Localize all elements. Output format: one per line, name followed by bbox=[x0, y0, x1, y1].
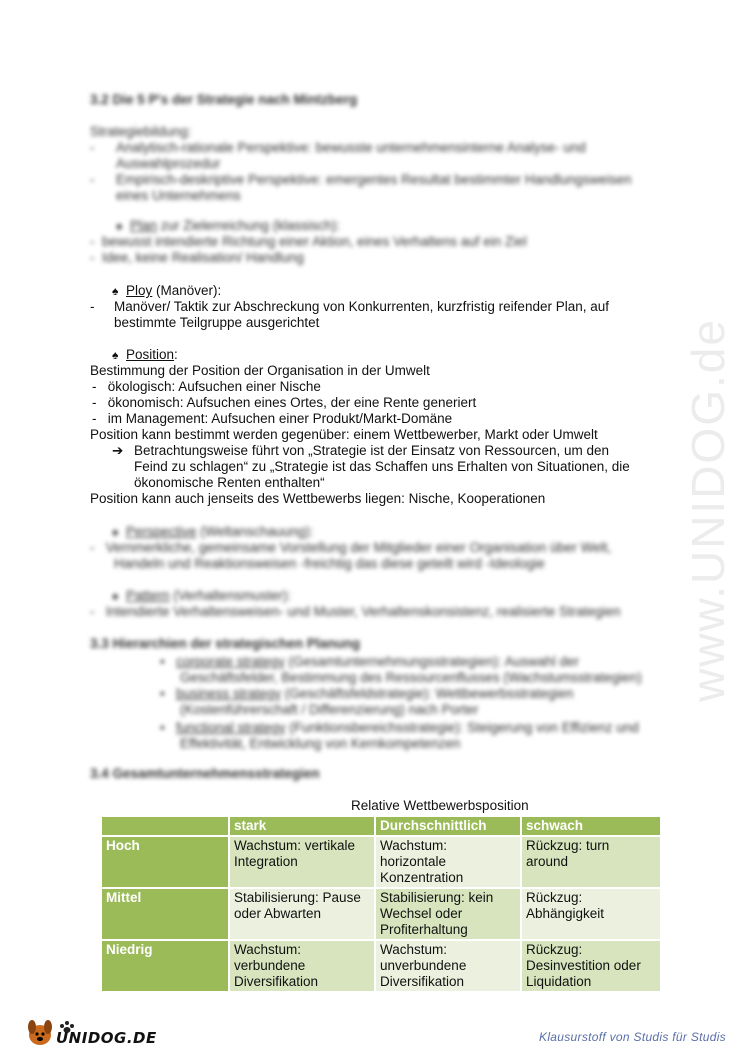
arrow-icon: ➔ bbox=[112, 443, 124, 458]
spade-icon: ♠ bbox=[112, 284, 119, 298]
matrix-header-row bbox=[102, 817, 660, 835]
hierarchy-item-line2: (Kostenführerschaft / Differenzierung) nach Porter bbox=[180, 702, 479, 717]
bullet-line: Analytisch-rationale Perspektive: bewusste unternehmensinterne Analyse- und bbox=[116, 140, 586, 155]
matrix-corner bbox=[102, 817, 228, 835]
strategy-matrix bbox=[100, 815, 662, 993]
matrix-cell: Wachstum: verbundene Diversifikation bbox=[230, 941, 374, 991]
matrix-col-header: stark bbox=[230, 817, 374, 835]
section-34-heading: 3.4 Gesamtunternehmensstrategien bbox=[90, 766, 320, 781]
position-intro: Bestimmung der Position der Organisation in der Umwelt bbox=[90, 363, 430, 378]
hierarchy-item: • functional strategy (Funktionsbereichsstrategie): Steigerung von Effizienz und bbox=[160, 720, 639, 735]
bullet-line: eines Unternehmens bbox=[116, 188, 241, 203]
position-item: - ökonomisch: Aufsuchen eines Ortes, der eine Rente generiert bbox=[92, 395, 477, 410]
section-33-heading: 3.3 Hierarchien der strategischen Planung bbox=[90, 636, 361, 651]
ploy-text: Manöver/ Taktik zur Abschreckung von Konkurrenten, kurzfristig reifender Plan, auf bbox=[114, 299, 609, 314]
position-last: Position kann auch jenseits des Wettbewerbs liegen: Nische, Kooperationen bbox=[90, 491, 546, 506]
perspective-text: - Vernmerkliche, gemeinsame Vorstellung der Mitglieder einer Organisation über Welt, bbox=[90, 540, 612, 555]
matrix-cell: Wachstum: vertikale Integration bbox=[230, 837, 374, 887]
bullet-line: Auswahlprozedur bbox=[116, 156, 221, 171]
plan-item: - Idee, keine Realisation/ Handlung bbox=[90, 250, 304, 265]
hierarchy-item-line2: Effektivität, Entwicklung von Kernkompetenzen bbox=[180, 736, 461, 751]
matrix-row-header: Hoch bbox=[102, 837, 228, 887]
spade-icon: ♠ bbox=[112, 525, 119, 539]
position-item: - im Management: Aufsuchen einer Produkt/Markt-Domäne bbox=[92, 411, 453, 426]
matrix-row bbox=[102, 889, 660, 939]
matrix-cell: Stabilisierung: Pause oder Abwarten bbox=[230, 889, 374, 939]
matrix-cell: Rückzug: Abhängigkeit bbox=[522, 889, 660, 939]
spade-icon: ♠ bbox=[112, 348, 119, 362]
bullet-dash: - bbox=[90, 299, 95, 314]
ploy-text: bestimmte Teilgruppe ausgerichtet bbox=[114, 315, 320, 330]
watermark: www.UNIDOG.de bbox=[682, 318, 734, 702]
plan-item: - bewusst intendierte Richtung einer Aktion, eines Verhaltens auf ein Ziel bbox=[90, 234, 527, 249]
hierarchy-item-line2: Geschäftsfelder, Bestimmung des Ressourcenflusses (Wachstumsstrategien) bbox=[180, 670, 642, 685]
matrix-cell: Rückzug: Desinvestition oder Liquidation bbox=[522, 941, 660, 991]
matrix-cell: Wachstum: horizontale Konzentration bbox=[376, 837, 520, 887]
strategy-intro: Strategiebildung: bbox=[90, 124, 192, 139]
unidog-logo bbox=[22, 1015, 162, 1051]
position-arrow-line: Betrachtungsweise führt von „Strategie ist der Einsatz von Ressourcen, um den bbox=[134, 443, 609, 458]
matrix-cell: Rückzug: turn around bbox=[522, 837, 660, 887]
ploy-heading: ♠ Ploy (Manöver): bbox=[112, 283, 222, 298]
pattern-text: - Intendierte Verhaltensweisen- und Muster, Verhaltenskonsistenz, realisierte Strategien bbox=[90, 604, 621, 619]
position-line: Position kann bestimmt werden gegenüber: einem Wettbewerber, Markt oder Umwelt bbox=[90, 427, 598, 442]
bullet-dash: - bbox=[90, 140, 95, 155]
position-arrow-line: Feind zu schlagen“ zu „Strategie ist das Schaffen uns Erhalten von Situationen, die bbox=[134, 459, 630, 474]
position-arrow-line: ökonomische Renten enthalten“ bbox=[134, 475, 325, 490]
matrix-cell: Wachstum: unverbundene Diversifikation bbox=[376, 941, 520, 991]
hierarchy-item: • corporate strategy (Gesamtunternehmungsstrategien): Auswahl der bbox=[160, 654, 579, 669]
matrix-col-header: Durchschnittlich bbox=[376, 817, 520, 835]
hierarchy-item: • business strategy (Geschäftsfeldstrategie): Wettbewerbsstrategien bbox=[160, 686, 574, 701]
spade-icon: ♠ bbox=[112, 589, 119, 603]
bullet-dash: - bbox=[90, 172, 95, 187]
logo-text: UNIDOG.DE bbox=[56, 1029, 157, 1047]
matrix-row bbox=[102, 837, 660, 887]
position-item: - ökologisch: Aufsuchen einer Nische bbox=[92, 379, 321, 394]
matrix-col-header: schwach bbox=[522, 817, 660, 835]
matrix-row-header: Niedrig bbox=[102, 941, 228, 991]
pattern-heading: ♠ Pattern (Verhaltensmuster): bbox=[112, 588, 292, 603]
position-heading: ♠ Position: bbox=[112, 347, 178, 362]
matrix-caption: Relative Wettbewerbsposition bbox=[351, 798, 529, 813]
matrix-cell: Stabilisierung: kein Wechsel oder Profiterhaltung bbox=[376, 889, 520, 939]
bullet-line: Empirisch-deskriptive Perspektive: emergentes Resultat bestimmter Handlungsweisen bbox=[116, 172, 632, 187]
plan-heading: ♠ Plan zur Zielerreichung (klassisch): bbox=[116, 218, 341, 233]
section-32-heading: 3.2 Die 5 P's der Strategie nach Mintzberg bbox=[90, 92, 358, 107]
perspective-text: Handeln und Reaktionsweisen -freichtig das diese geteilt wird -Ideologie bbox=[114, 556, 545, 571]
matrix-row bbox=[102, 941, 660, 991]
footer-tagline: Klausurstoff von Studis für Studis bbox=[539, 1030, 726, 1044]
matrix-row-header: Mittel bbox=[102, 889, 228, 939]
perspective-heading: ♠ Perspective (Weltanschauung): bbox=[112, 524, 314, 539]
spade-icon: ♠ bbox=[116, 219, 123, 233]
